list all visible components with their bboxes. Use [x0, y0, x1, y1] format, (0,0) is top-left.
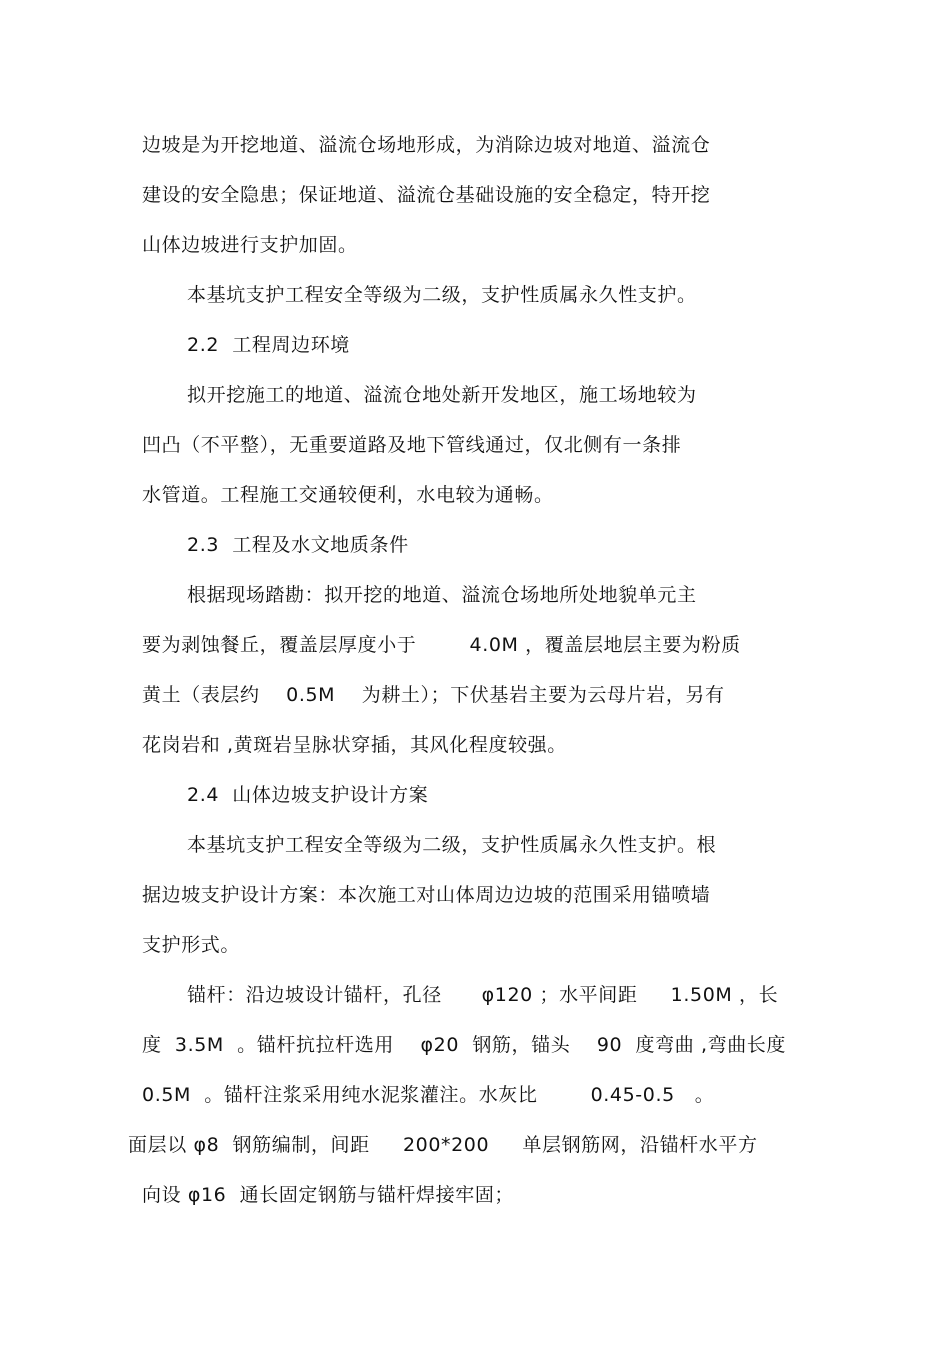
text-line: 边坡是为开挖地道、溢流仓场地形成，为消除边坡对地道、溢流仓: [142, 134, 711, 156]
text-line: 度 3.5M 。锚杆抗拉杆选用 φ20 钢筋，锚头 90 度弯曲 ,弯曲长度: [142, 1034, 787, 1056]
text-line: 面层以 φ8 钢筋编制，间距 200*200 单层钢筋网，沿锚杆水平方: [128, 1134, 758, 1156]
text-line: 向设 φ16 通长固定钢筋与锚杆焊接牢固；: [142, 1184, 515, 1206]
text-line: 本基坑支护工程安全等级为二级，支护性质属永久性支护。: [187, 284, 697, 306]
section-heading: 2.3 工程及水文地质条件: [187, 534, 409, 556]
text-line: 山体边坡进行支护加固。: [142, 234, 358, 256]
text-line: 0.5M 。锚杆注浆采用纯水泥浆灌注。水灰比 0.45-0.5 。: [142, 1084, 715, 1106]
text-line: 凹凸（不平整），无重要道路及地下管线通过，仅北侧有一条排: [142, 434, 682, 456]
text-line: 拟开挖施工的地道、溢流仓地处新开发地区，施工场地较为: [187, 384, 697, 406]
text-line: 本基坑支护工程安全等级为二级，支护性质属永久性支护。根: [187, 834, 717, 856]
section-heading: 2.2 工程周边环境: [187, 334, 350, 356]
text-line: 要为剥蚀餐丘，覆盖层厚度小于 4.0M ，覆盖层地层主要为粉质: [142, 634, 741, 656]
text-line: 建设的安全隐患；保证地道、溢流仓基础设施的安全稳定，特开挖: [142, 184, 711, 206]
section-heading: 2.4 山体边坡支护设计方案: [187, 784, 429, 806]
text-line: 花岗岩和 ,黄斑岩呈脉状穿插，其风化程度较强。: [142, 734, 567, 756]
text-line: 根据现场踏勘：拟开挖的地道、溢流仓场地所处地貌单元主: [187, 584, 697, 606]
text-line: 黄土（表层约 0.5M 为耕土）；下伏基岩主要为云母片岩，另有: [142, 684, 725, 706]
text-line: 支护形式。: [142, 934, 241, 956]
text-line: 据边坡支护设计方案：本次施工对山体周边边坡的范围采用锚喷墙: [142, 884, 711, 906]
text-line: 锚杆：沿边坡设计锚杆，孔径 φ120 ；水平间距 1.50M ，长: [187, 984, 779, 1006]
text-line: 水管道。工程施工交通较便利，水电较为通畅。: [142, 484, 554, 506]
